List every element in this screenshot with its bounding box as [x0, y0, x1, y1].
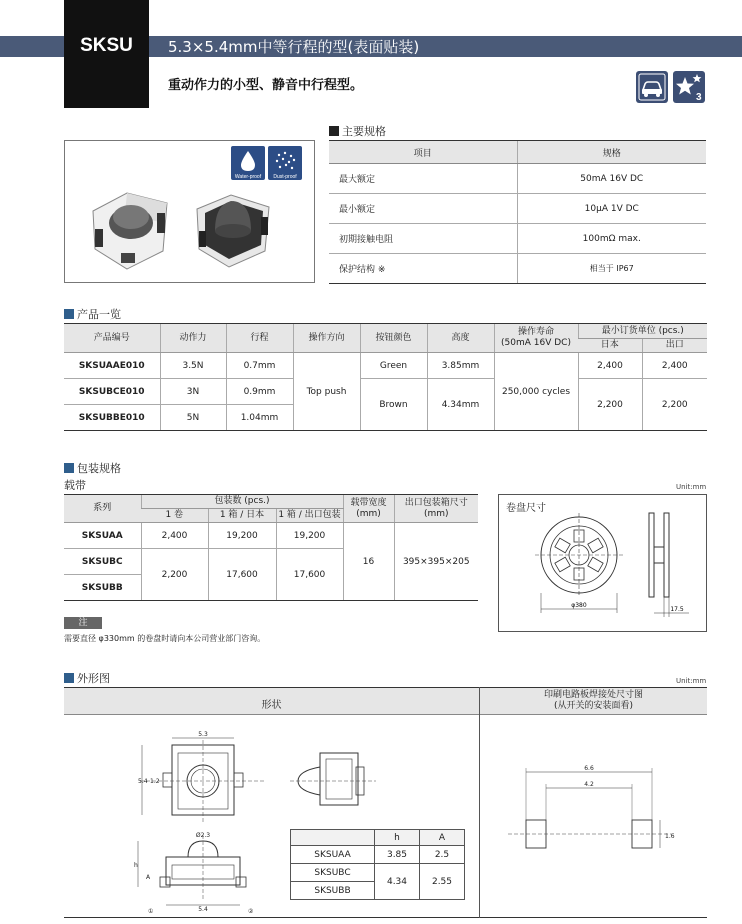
switch-photo-black — [197, 195, 269, 267]
packing-section-label: 包装规格 — [64, 460, 121, 476]
series-code: SKSU — [64, 0, 149, 108]
spec-header-value: 规格 — [517, 141, 706, 164]
spec-header-item: 项目 — [329, 141, 517, 164]
outline-divider — [479, 687, 480, 918]
table-row: SKSUAA 2,400 19,200 19,200 16 395×395×205 — [64, 523, 478, 549]
products-section-label: 产品一览 — [64, 306, 121, 322]
dim-height-side: 5.4 — [138, 778, 148, 785]
tape-label: 载带 — [64, 479, 86, 492]
badge-water-label: Water-proof — [234, 174, 262, 180]
terminal-1: ① — [148, 908, 154, 915]
section-bullet — [64, 309, 74, 319]
reel-drawing — [498, 494, 707, 632]
table-row: 初期接触电阻 100mΩ max. — [329, 224, 706, 254]
spec-table — [329, 140, 706, 284]
star-number: 3 — [696, 92, 702, 103]
packing-table: 系列 包装数 (pcs.) 载带宽度 (mm) 出口包装箱尺寸 (mm) 1 卷 1 箱 / 日本 1 箱 / 出口包装 SKSUAA 2,400 19,200 19,200 16 395×395×205 SKSUBC 2,200 17,600 17,600 SKSUBB — [64, 494, 478, 601]
car-icon — [636, 71, 668, 103]
dim-terminal: 1.2 — [150, 778, 160, 785]
water-drop-icon — [231, 146, 265, 180]
switch-photo-white — [93, 193, 167, 269]
dim-h: h — [134, 862, 138, 869]
dim-diameter: Ø2.3 — [195, 832, 211, 839]
pcb-pattern-drawing — [500, 760, 700, 860]
spec-section-label: 主要规格 — [329, 123, 386, 139]
outline-header — [64, 687, 707, 715]
reel-dia-label: φ380 — [571, 602, 587, 609]
section-bullet — [64, 463, 74, 473]
col-shape-header: 形状 — [261, 700, 282, 711]
table-row: SKSUBB — [291, 882, 465, 900]
dimension-table: h A SKSUAA 3.85 2.5 SKSUBC 4.34 2.55 SKSUBB — [290, 829, 465, 900]
star-3-icon — [673, 71, 705, 103]
terminal-2: ② — [248, 908, 254, 915]
table-row: SKSUAA 3.85 2.5 — [291, 846, 465, 864]
dim-bottom-width: 5.4 — [198, 906, 208, 913]
pcb-dim-outer: 6.6 — [584, 765, 594, 772]
reel-width-label: 17.5 — [670, 606, 684, 613]
table-row: SKSUAAE010 3.5N 0.7mm Top push Green 3.85mm 250,000 cycles 2,400 2,400 — [64, 353, 707, 379]
note-text: 需要直径 φ330mm 的卷盘时请向本公司营业部门咨询。 — [64, 634, 266, 643]
pcb-dim-inner: 4.2 — [584, 781, 594, 788]
unit-label: Unit:mm — [676, 483, 707, 491]
table-row: SKSUBC 4.34 2.55 — [291, 864, 465, 882]
product-table: 产品编号 动作力 行程 操作方向 按钮颜色 高度 操作寿命 (50mA 16V DC) 最小订货单位 (pcs.) 日本 出口 SKSUAAE010 3.5N 0.7mm Top push Green 3.85mm 250,000 cycles 2,400 2,400 SKSUBCE010 3N 0.9mm Brown 4.34mm 2,200 2,200 SKSUBBE010 5N 1.04mm — [64, 323, 707, 431]
outline-section-label: 外形图 — [64, 670, 110, 686]
table-row: 最小额定 10μA 1V DC — [329, 194, 706, 224]
page-title: 5.3×5.4mm中等行程的型(表面贴装) — [168, 38, 420, 56]
dim-width-top: 5.3 — [198, 731, 208, 738]
reel-title: 卷盘尺寸 — [506, 503, 546, 514]
table-row: 最大额定 50mA 16V DC — [329, 164, 706, 194]
table-row: 保护结构 ※ 相当于 IP67 — [329, 254, 706, 284]
dim-a: A — [146, 874, 151, 881]
outline-unit-label: Unit:mm — [676, 677, 707, 685]
table-row: SKSUBC 2,200 17,600 17,600 — [64, 549, 478, 575]
section-bullet — [64, 673, 74, 683]
table-row: SKSUBCE010 3N 0.9mm Brown 4.34mm 2,200 2,200 — [64, 379, 707, 405]
note-tag: 注 — [64, 617, 102, 629]
dust-icon — [268, 146, 302, 180]
page-subtitle: 重动作力的小型、静音中行程型。 — [168, 78, 364, 93]
table-row: SKSUBBE010 5N 1.04mm — [64, 405, 707, 431]
table-row: SKSUBB — [64, 575, 478, 601]
pcb-dim-height: 1.6 — [665, 833, 675, 840]
badge-dust-label: Dust-proof — [273, 174, 297, 180]
section-bullet — [329, 126, 339, 136]
col-pcb-header: 印刷电路板焊接处尺寸图 (从开关的安装面看) — [543, 690, 643, 711]
product-photo — [64, 140, 315, 283]
